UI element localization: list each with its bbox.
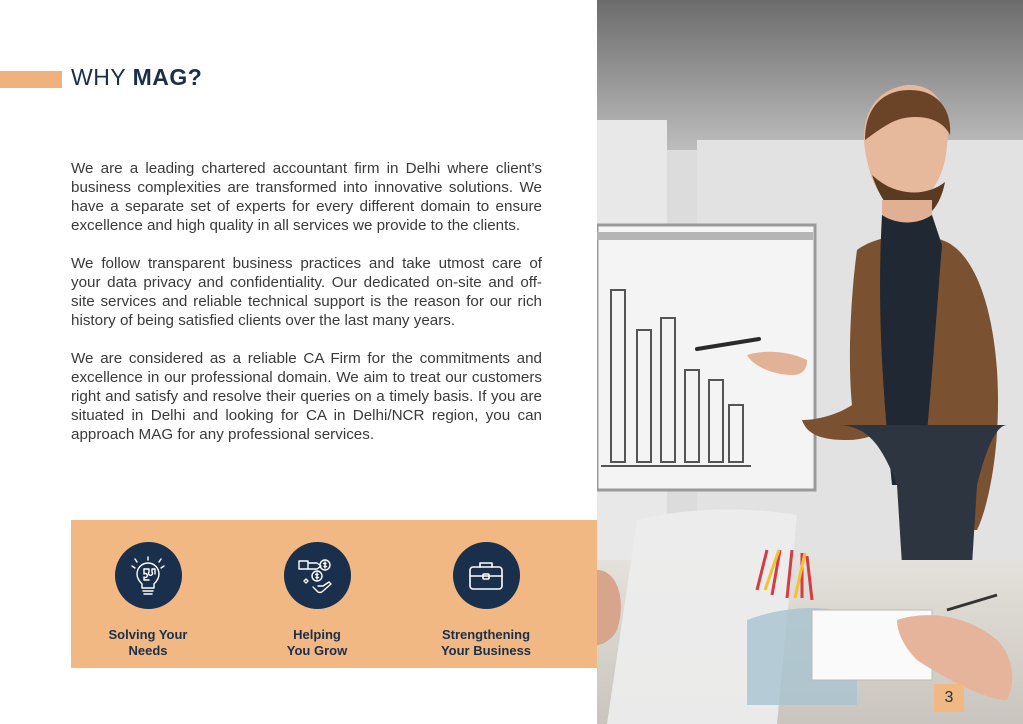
body-text (71, 159, 542, 463)
paragraph: We are considered as a reliable CA Firm for the commitments and excellence in our professional domain. We aim to treat our customers right and satisfy and resolve their queries on a timely basis. If you are situated in Delhi and looking for CA in Delhi/NCR region, you can approach MAG for any professional services. (71, 350, 542, 443)
feature-label (78, 627, 218, 659)
features-panel (71, 520, 597, 668)
feature-label-line2: Your Business (440, 643, 532, 658)
title-accent-bar (0, 71, 62, 88)
feature-label-line1: Strengthening (441, 627, 531, 642)
page-title (71, 64, 202, 91)
feature-label-line2: You Grow (286, 643, 348, 658)
money-hand-icon (284, 542, 351, 609)
feature-strengthening-business (416, 542, 556, 659)
presenter-photo (597, 0, 1023, 724)
title-prefix: WHY (71, 64, 133, 90)
feature-label-line1: Helping (293, 627, 341, 642)
feature-label-line2: Needs (128, 643, 168, 658)
feature-label (416, 627, 556, 659)
title-strong: MAG? (132, 64, 203, 90)
lightbulb-puzzle-icon (115, 542, 182, 609)
briefcase-icon (453, 542, 520, 609)
paragraph: We are a leading chartered accountant firm in Delhi where client’s business complexities are transformed into innovative solutions. We have a separate set of experts for every different domain to ensure excellence and high quality in all services we provide to the clients. (71, 160, 542, 234)
feature-helping-grow (247, 542, 387, 659)
feature-label-line1: Solving Your (108, 627, 188, 642)
paragraph: We follow transparent business practices and take utmost care of your data privacy and confidentiality. Our dedicated on-site and off-site services and reliable technical support is the reason for our rich history of being satisfied clients over the last many years. (71, 255, 542, 329)
presenter-photo-illustration (597, 0, 1023, 724)
page-number: 3 (934, 684, 964, 712)
feature-solving-needs (78, 542, 218, 659)
feature-label (247, 627, 387, 659)
